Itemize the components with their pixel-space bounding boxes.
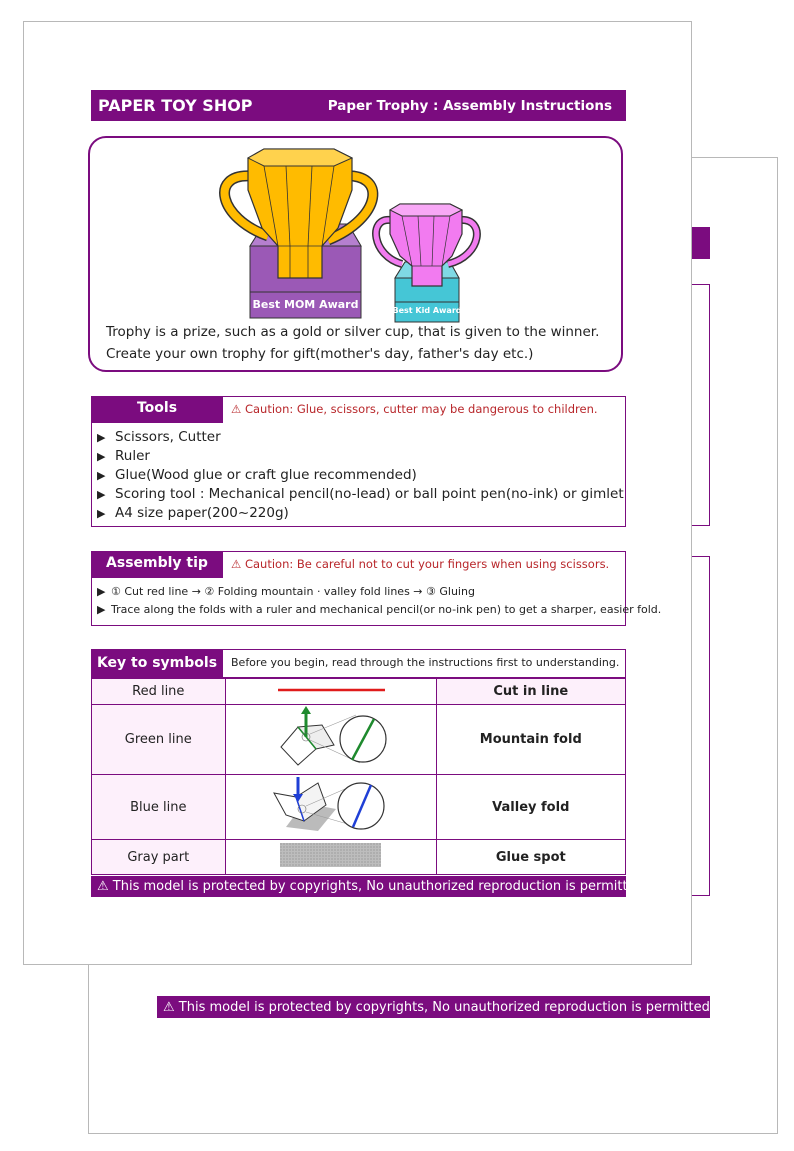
back-page-copyright-bar: ⚠ This model is protected by copyrights, No unauthorized reproduction is permitted.: [157, 996, 710, 1018]
assembly-tip-title-tab: Assembly tip: [91, 551, 223, 576]
intro-box: [88, 136, 623, 372]
bullet-triangle-icon: ▶: [97, 488, 106, 501]
document-title: Paper Trophy : Assembly Instructions: [327, 97, 612, 114]
symbol-meaning-cell: Cut in line: [436, 679, 625, 705]
intro-text-line-2: Create your own trophy for gift(mother's day, father's day etc.): [106, 346, 534, 362]
bullet-triangle-icon: ▶: [97, 469, 106, 482]
back-page-box-edge-2: [692, 556, 710, 896]
footer-copyright-bar: ⚠ This model is protected by copyrights, No unauthorized reproduction is permitted.: [91, 876, 626, 897]
front-page: [23, 21, 692, 965]
list-item: ▶ Ruler: [97, 448, 150, 464]
bullet-triangle-icon: ▶: [97, 585, 106, 598]
key-title-tab: Key to symbols: [91, 649, 223, 678]
intro-text-line-1: Trophy is a prize, such as a gold or silver cup, that is given to the winner.: [106, 324, 600, 340]
key-table: [91, 678, 626, 875]
symbol-sample-cell: [225, 705, 436, 775]
symbol-sample-cell: [225, 840, 436, 875]
brand-title: PAPER TOY SHOP: [98, 96, 253, 115]
tools-list: [97, 428, 624, 523]
symbol-name-cell: Blue line: [92, 775, 226, 840]
table-row: [92, 679, 626, 705]
glue-spot-sample: [226, 840, 436, 870]
big-trophy-label: Best MOM Award: [252, 298, 359, 311]
list-item: ▶ Scissors, Cutter: [97, 429, 221, 445]
symbol-name-cell: Red line: [92, 679, 226, 705]
header-bar: [91, 90, 626, 121]
mountain-fold-diagram: [226, 705, 436, 770]
symbol-name-cell: Green line: [92, 705, 226, 775]
tools-caution: ⚠ Caution: Glue, scissors, cutter may be dangerous to children.: [231, 402, 598, 416]
bullet-triangle-icon: ▶: [97, 431, 106, 444]
small-trophy-label: Best Kid Award: [392, 306, 462, 315]
bullet-triangle-icon: ▶: [97, 603, 106, 616]
symbol-meaning-cell: Glue spot: [436, 840, 625, 875]
bullet-triangle-icon: ▶: [97, 507, 106, 520]
assembly-tip-tab-underline: [91, 576, 223, 578]
key-note: Before you begin, read through the instructions first to understanding.: [231, 656, 620, 669]
assembly-tip-caution: ⚠ Caution: Be careful not to cut your fingers when using scissors.: [231, 557, 610, 571]
trophy-illustration: [90, 138, 621, 323]
tools-title-tab: Tools: [91, 396, 223, 421]
list-item: ▶ ① Cut red line → ② Folding mountain · valley fold lines → ③ Gluing: [97, 583, 661, 601]
table-row: [92, 840, 626, 875]
list-item: ▶ Trace along the folds with a ruler and mechanical pencil(or no-ink pen) to get a sharper, easier fold.: [97, 601, 661, 619]
symbol-sample-cell: [225, 775, 436, 840]
red-cut-line-sample: [226, 679, 436, 700]
table-row: [92, 775, 626, 840]
back-page-box-edge-1: [692, 284, 710, 526]
symbol-sample-cell: [225, 679, 436, 705]
symbol-meaning-cell: Valley fold: [436, 775, 625, 840]
symbol-meaning-cell: Mountain fold: [436, 705, 625, 775]
valley-fold-diagram: [226, 775, 436, 835]
bullet-triangle-icon: ▶: [97, 450, 106, 463]
list-item: ▶ Glue(Wood glue or craft glue recommended): [97, 467, 417, 483]
list-item: ▶ A4 size paper(200~220g): [97, 505, 289, 521]
assembly-tip-list: [97, 583, 661, 619]
list-item: ▶ Scoring tool : Mechanical pencil(no-lead) or ball point pen(no-ink) or gimlet: [97, 486, 624, 502]
symbol-name-cell: Gray part: [92, 840, 226, 875]
table-row: [92, 705, 626, 775]
tools-tab-underline: [91, 421, 223, 423]
